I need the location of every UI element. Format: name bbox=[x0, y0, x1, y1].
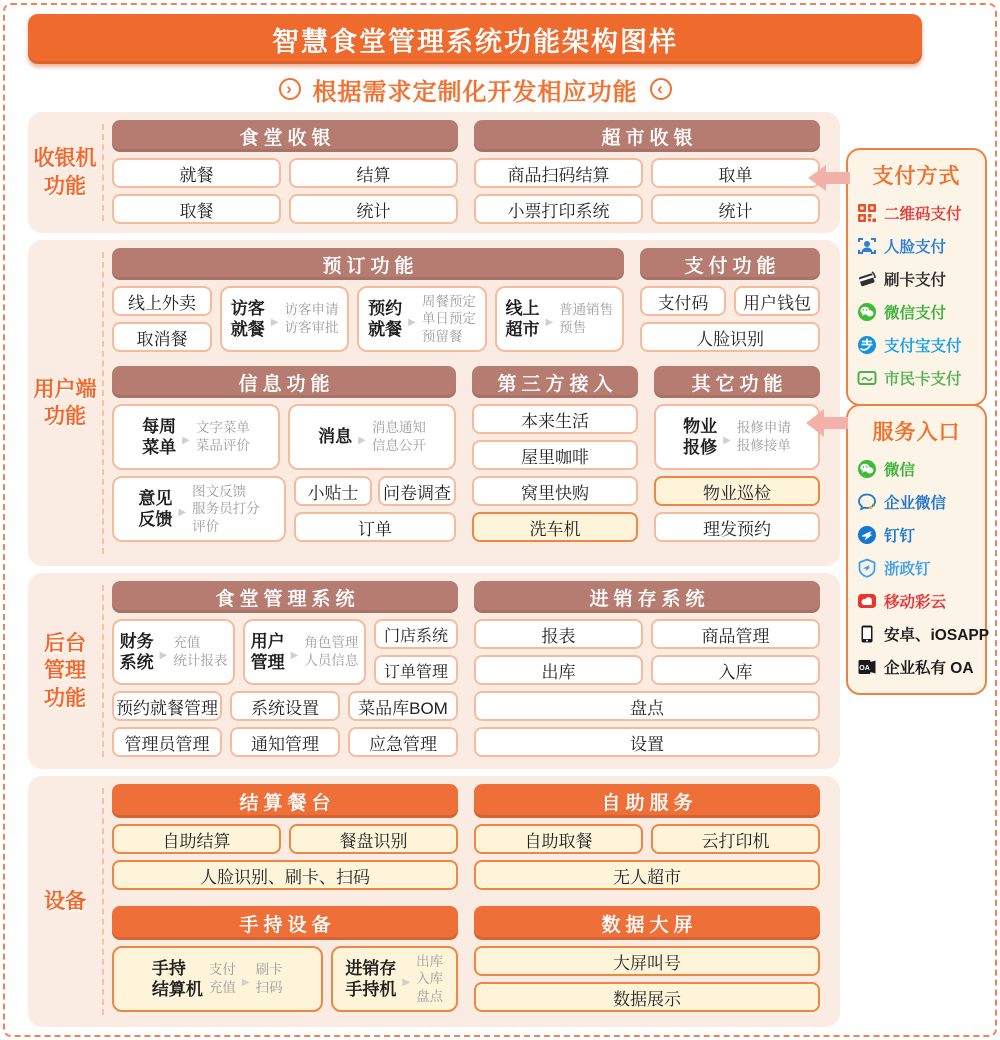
service-panel-title: 服务入口 bbox=[872, 421, 961, 444]
compound-main-label: 消息 bbox=[318, 427, 353, 447]
feature-button: 屋里咖啡 bbox=[472, 440, 638, 470]
compound-main-label: 线上 超市 bbox=[505, 298, 540, 339]
feature-button: 用户钱包 bbox=[734, 286, 820, 316]
mobile-app-icon bbox=[857, 624, 877, 644]
panel-item bbox=[857, 196, 976, 229]
group-header: 其它功能 bbox=[654, 366, 820, 398]
compound-feature bbox=[654, 404, 820, 470]
feature-button: 问卷调查 bbox=[378, 476, 456, 506]
button-row bbox=[474, 946, 820, 976]
col-inventory-system bbox=[474, 581, 820, 757]
group-canteen-cashier bbox=[112, 120, 458, 224]
section-row bbox=[112, 248, 820, 352]
button-row bbox=[474, 982, 820, 1012]
button-row bbox=[474, 691, 820, 721]
panel-item-label: 钉钉 bbox=[884, 527, 916, 545]
group-rows bbox=[472, 404, 638, 542]
button-row bbox=[474, 727, 820, 757]
button-row bbox=[474, 619, 820, 649]
group-inventory-system bbox=[474, 581, 820, 757]
arrow-right-icon: ▶ bbox=[723, 434, 731, 446]
section-label: 收银机 功能 bbox=[33, 147, 97, 198]
panel-item bbox=[857, 485, 976, 518]
col-market-cashier bbox=[474, 120, 820, 224]
group-rows bbox=[474, 619, 820, 757]
col-third-party bbox=[472, 366, 638, 542]
button-row bbox=[640, 286, 820, 316]
compound-main-label: 进销存 手持机 bbox=[345, 958, 397, 999]
arrow-right-icon: ▶ bbox=[182, 434, 190, 446]
compound-sub-items: 普通销售 预售 bbox=[559, 302, 614, 335]
svg-text:OA: OA bbox=[859, 664, 870, 672]
arrow-right-icon: ▶ bbox=[178, 506, 187, 518]
compound-main-label: 访客 就餐 bbox=[230, 298, 265, 339]
compound-feature bbox=[495, 286, 624, 352]
col-canteen-cashier bbox=[112, 120, 458, 224]
button-row bbox=[112, 158, 458, 188]
group-rows bbox=[654, 404, 820, 542]
button-row bbox=[472, 440, 638, 470]
wechat-icon bbox=[857, 459, 877, 479]
compound-feature bbox=[112, 946, 323, 1012]
compound-main-label: 预约 就餐 bbox=[368, 298, 403, 339]
panel-item bbox=[857, 262, 976, 295]
face-pay-icon bbox=[857, 236, 877, 256]
group-market-cashier bbox=[474, 120, 820, 224]
section-devices bbox=[28, 776, 840, 1027]
feature-button: 入库 bbox=[651, 655, 820, 685]
panel-item-label: 企业私有 OA bbox=[884, 659, 974, 677]
button-row bbox=[112, 691, 458, 721]
section-row bbox=[112, 366, 820, 542]
feature-button: 自助取餐 bbox=[474, 824, 643, 854]
feature-button: 取消餐 bbox=[112, 322, 212, 352]
group-header: 食堂管理系统 bbox=[112, 581, 458, 613]
feature-button: 小贴士 bbox=[294, 476, 372, 506]
panel-item-label: 移动彩云 bbox=[884, 593, 947, 611]
panel-item bbox=[857, 551, 976, 584]
panel-item bbox=[857, 584, 976, 617]
dingtalk-icon bbox=[857, 525, 877, 545]
group-header: 手持设备 bbox=[112, 906, 458, 940]
zhezhengding-icon bbox=[857, 558, 877, 578]
card-swipe-icon bbox=[857, 269, 877, 289]
arrow-right-icon: ▶ bbox=[402, 976, 411, 988]
group-rows bbox=[640, 286, 820, 352]
section-row bbox=[112, 120, 820, 224]
button-row bbox=[112, 194, 458, 224]
group-rows bbox=[112, 286, 624, 352]
feature-button: 预约就餐管理 bbox=[112, 691, 222, 721]
group-rows bbox=[474, 946, 820, 1012]
button-row bbox=[640, 322, 820, 352]
section-content bbox=[104, 240, 840, 566]
feature-button: 取单 bbox=[651, 158, 820, 188]
button-row bbox=[472, 476, 638, 506]
arrow-right-icon: ▶ bbox=[545, 316, 554, 328]
compound-feature bbox=[288, 404, 456, 470]
button-row bbox=[654, 512, 820, 542]
service-entry-panel bbox=[846, 404, 990, 695]
button-row bbox=[112, 727, 458, 757]
feature-cell-group bbox=[294, 476, 456, 542]
group-payment-functions bbox=[640, 248, 820, 352]
group-canteen-management bbox=[112, 581, 458, 757]
arrow-right-icon: ▶ bbox=[241, 976, 250, 988]
feature-button: 本来生活 bbox=[472, 404, 638, 434]
compound-feature bbox=[112, 404, 280, 470]
group-header: 数据大屏 bbox=[474, 906, 820, 940]
feature-button: 通知管理 bbox=[230, 727, 340, 757]
group-header: 信息功能 bbox=[112, 366, 456, 398]
button-row bbox=[472, 404, 638, 434]
group-header: 结算餐台 bbox=[112, 784, 458, 818]
col-device-right bbox=[474, 784, 820, 1012]
chevron-right-circle-icon: › bbox=[279, 78, 301, 100]
wechat-icon bbox=[857, 302, 877, 322]
payment-panel-title: 支付方式 bbox=[872, 165, 961, 188]
arrow-left-to-other-functions-icon bbox=[806, 406, 848, 440]
group-header: 自助服务 bbox=[474, 784, 820, 818]
group-header: 进销存系统 bbox=[474, 581, 820, 613]
group-rows bbox=[112, 824, 458, 890]
compound-sub-items: 出库 入库 盘点 bbox=[416, 953, 444, 1004]
compound-sub-items: 访客申请 访客审批 bbox=[284, 302, 339, 335]
compound-feature bbox=[112, 476, 286, 542]
panel-item bbox=[857, 229, 976, 262]
group-rows bbox=[474, 824, 820, 890]
section-content bbox=[104, 112, 840, 233]
panel-item bbox=[857, 328, 976, 361]
compound-sub-items: 刷卡 扫码 bbox=[255, 962, 283, 995]
group-handheld-devices bbox=[112, 906, 458, 1012]
compound-main-label: 手持 结算机 bbox=[151, 958, 203, 999]
arrow-right-icon: ▶ bbox=[159, 649, 168, 661]
group-booking bbox=[112, 248, 624, 352]
feature-button: 应急管理 bbox=[348, 727, 458, 757]
feature-button: 盘点 bbox=[474, 691, 820, 721]
group-header: 食堂收银 bbox=[112, 120, 458, 152]
wecom-icon bbox=[857, 492, 877, 512]
section-user-functions bbox=[28, 240, 840, 566]
feature-button: 洗车机 bbox=[472, 512, 638, 542]
service-panel-items bbox=[857, 452, 990, 683]
arrow-right-icon: ▶ bbox=[358, 434, 366, 446]
compound-feature bbox=[112, 619, 235, 685]
compound-feature bbox=[357, 286, 486, 352]
col-info-functions bbox=[112, 366, 456, 542]
panel-item-label: 二维码支付 bbox=[884, 205, 962, 223]
group-rows bbox=[112, 158, 458, 224]
compound-feature bbox=[243, 619, 366, 685]
compound-sub-items: 报修申请 报修接单 bbox=[736, 420, 791, 453]
group-rows bbox=[112, 619, 458, 757]
page-title bbox=[28, 14, 922, 64]
feature-button: 门店系统 bbox=[374, 619, 458, 649]
feature-button: 报表 bbox=[474, 619, 643, 649]
page-subtitle bbox=[28, 72, 922, 106]
button-row bbox=[112, 860, 458, 890]
button-row bbox=[654, 404, 820, 470]
arrow-left-to-cashier-icon bbox=[808, 162, 850, 194]
alipay-icon bbox=[857, 335, 877, 355]
compound-main-label: 每周 菜单 bbox=[142, 416, 177, 457]
payment-panel-items bbox=[857, 196, 976, 394]
button-row bbox=[474, 824, 820, 854]
col-payment-functions bbox=[640, 248, 820, 352]
arrow-right-icon: ▶ bbox=[270, 316, 279, 328]
feature-button: 统计 bbox=[289, 194, 458, 224]
feature-button: 云打印机 bbox=[651, 824, 820, 854]
feature-button: 大屏叫号 bbox=[474, 946, 820, 976]
group-other-functions bbox=[654, 366, 820, 542]
group-checkout-counter bbox=[112, 784, 458, 890]
compound-sub-items: 角色管理 人员信息 bbox=[304, 635, 359, 668]
panel-item-label: 浙政钉 bbox=[884, 560, 931, 578]
payment-methods-panel bbox=[846, 148, 987, 406]
panel-item bbox=[857, 518, 976, 551]
group-rows bbox=[112, 404, 456, 542]
col-canteen-management bbox=[112, 581, 458, 757]
panel-item-label: 安卓、iOSAPP bbox=[884, 626, 990, 644]
section-label: 后台 管理 功能 bbox=[44, 632, 86, 710]
group-third-party bbox=[472, 366, 638, 542]
compound-mid-items: 支付 充值 bbox=[208, 962, 236, 995]
qr-code-icon bbox=[857, 203, 877, 223]
feature-button: 线上外卖 bbox=[112, 286, 212, 316]
feature-button: 餐盘识别 bbox=[289, 824, 458, 854]
feature-button: 系统设置 bbox=[230, 691, 340, 721]
arrow-right-icon: ▶ bbox=[408, 316, 416, 328]
col-other-functions bbox=[654, 366, 820, 542]
page-subtitle-text: 根据需求定制化开发相应功能 bbox=[312, 78, 638, 106]
mobile-cloud-icon bbox=[857, 591, 877, 611]
group-rows bbox=[474, 158, 820, 224]
panel-item bbox=[857, 361, 976, 394]
feature-cell-group bbox=[112, 286, 212, 352]
button-row bbox=[474, 194, 820, 224]
feature-button: 支付码 bbox=[640, 286, 726, 316]
group-self-service bbox=[474, 784, 820, 890]
section-cashier-functions bbox=[28, 112, 840, 233]
panel-item bbox=[857, 617, 990, 650]
compound-sub-items: 图文反馈 服务员打分 评价 bbox=[192, 483, 260, 534]
panel-item-label: 企业微信 bbox=[884, 494, 947, 512]
feature-button: 人脸识别 bbox=[640, 322, 820, 352]
button-row bbox=[472, 512, 638, 542]
section-label: 用户端 功能 bbox=[33, 377, 97, 428]
section-label: 设备 bbox=[44, 889, 86, 913]
enterprise-oa-icon bbox=[857, 657, 877, 677]
button-row bbox=[112, 286, 624, 352]
button-row bbox=[474, 860, 820, 890]
feature-button: 就餐 bbox=[112, 158, 281, 188]
feature-button: 订单管理 bbox=[374, 655, 458, 685]
compound-sub-items: 消息通知 信息公开 bbox=[371, 420, 426, 453]
panel-item-label: 人脸支付 bbox=[884, 238, 947, 256]
col-booking bbox=[112, 248, 624, 352]
feature-button: 小票打印系统 bbox=[474, 194, 643, 224]
feature-button: 结算 bbox=[289, 158, 458, 188]
compound-feature bbox=[331, 946, 458, 1012]
feature-button: 商品扫码结算 bbox=[474, 158, 643, 188]
section-row bbox=[112, 581, 820, 757]
section-content bbox=[104, 573, 840, 769]
group-data-big-screen bbox=[474, 906, 820, 1012]
feature-button: 人脸识别、刷卡、扫码 bbox=[112, 860, 458, 890]
button-row bbox=[112, 404, 456, 470]
button-row bbox=[112, 476, 456, 542]
button-row bbox=[654, 476, 820, 506]
compound-main-label: 用户 管理 bbox=[250, 631, 285, 672]
compound-main-label: 财务 系统 bbox=[119, 631, 154, 672]
section-row bbox=[112, 784, 820, 1012]
group-header: 第三方接入 bbox=[472, 366, 638, 398]
panel-item bbox=[857, 452, 976, 485]
group-header: 超市收银 bbox=[474, 120, 820, 152]
chevron-left-circle-icon: ‹ bbox=[650, 78, 672, 100]
feature-button: 管理员管理 bbox=[112, 727, 222, 757]
compound-main-label: 意见 反馈 bbox=[138, 488, 173, 529]
feature-cell-group bbox=[374, 619, 458, 685]
col-device-left bbox=[112, 784, 458, 1012]
button-row bbox=[474, 655, 820, 685]
feature-button: 数据展示 bbox=[474, 982, 820, 1012]
feature-button: 出库 bbox=[474, 655, 643, 685]
compound-main-label: 物业 报修 bbox=[683, 416, 718, 457]
feature-button: 窝里快购 bbox=[472, 476, 638, 506]
button-row bbox=[474, 158, 820, 188]
panel-item-label: 微信支付 bbox=[884, 304, 947, 322]
button-row bbox=[112, 946, 458, 1012]
arrow-right-icon: ▶ bbox=[290, 649, 299, 661]
compound-sub-items: 周餐预定 单日预定 预留餐 bbox=[421, 293, 476, 344]
panel-item-label: 微信 bbox=[884, 461, 916, 479]
feature-button: 无人超市 bbox=[474, 860, 820, 890]
feature-button: 统计 bbox=[651, 194, 820, 224]
button-row bbox=[112, 824, 458, 854]
feature-button: 设置 bbox=[474, 727, 820, 757]
panel-item-label: 刷卡支付 bbox=[884, 271, 947, 289]
panel-item bbox=[857, 295, 976, 328]
feature-button: 订单 bbox=[294, 512, 456, 542]
compound-feature bbox=[220, 286, 349, 352]
feature-button: 取餐 bbox=[112, 194, 281, 224]
feature-cell-group bbox=[294, 476, 456, 506]
feature-button: 理发预约 bbox=[654, 512, 820, 542]
compound-sub-items: 充值 统计报表 bbox=[173, 635, 228, 668]
section-backend-management bbox=[28, 573, 840, 769]
panel-item bbox=[857, 650, 976, 683]
compound-sub-items: 文字菜单 菜品评价 bbox=[195, 420, 250, 453]
feature-button: 自助结算 bbox=[112, 824, 281, 854]
feature-button: 物业巡检 bbox=[654, 476, 820, 506]
group-header: 支付功能 bbox=[640, 248, 820, 280]
button-row bbox=[112, 619, 458, 685]
group-info-functions bbox=[112, 366, 456, 542]
panel-item-label: 市民卡支付 bbox=[884, 370, 962, 388]
group-rows bbox=[112, 946, 458, 1012]
section-content bbox=[104, 776, 840, 1027]
feature-button: 菜品库BOM bbox=[348, 691, 458, 721]
feature-button: 商品管理 bbox=[651, 619, 820, 649]
page-title-text: 智慧食堂管理系统功能架构图样 bbox=[272, 26, 678, 57]
panel-item-label: 支付宝支付 bbox=[884, 337, 962, 355]
group-header: 预订功能 bbox=[112, 248, 624, 280]
citizen-card-icon bbox=[857, 368, 877, 388]
